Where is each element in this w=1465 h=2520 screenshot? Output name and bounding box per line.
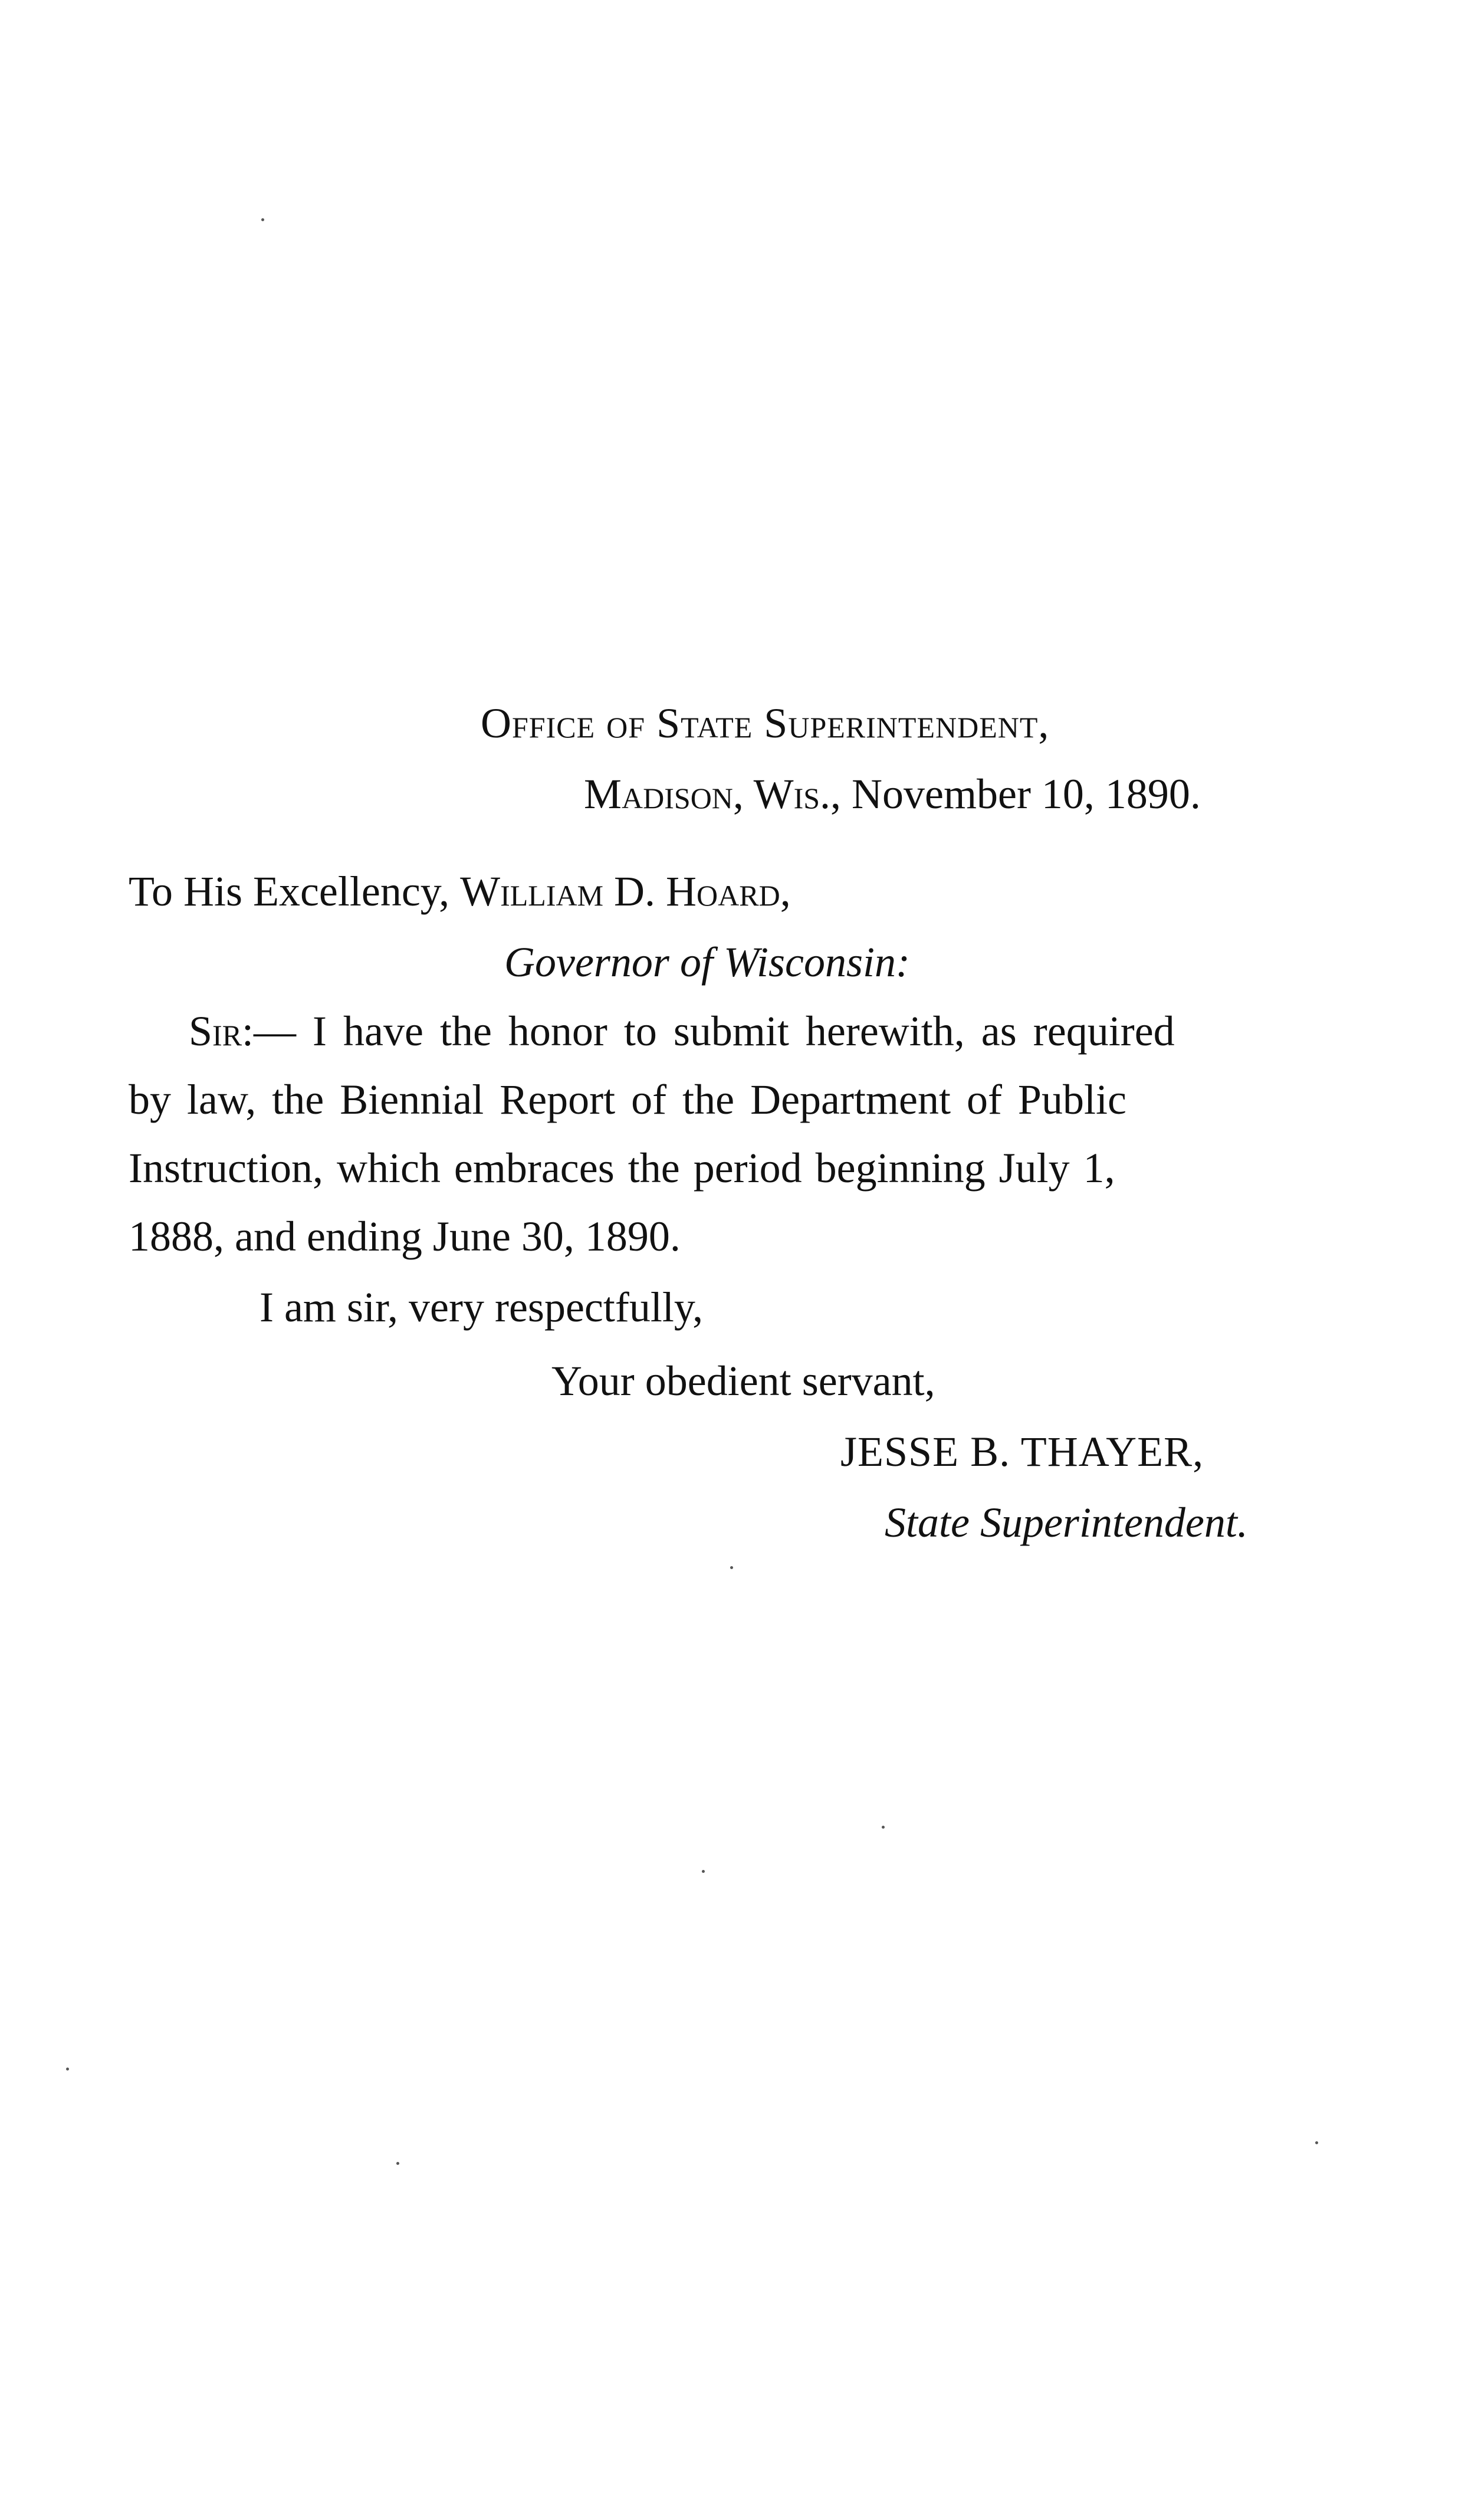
scan-speck (66, 2068, 69, 2071)
signature-name: JESSE B. THAYER, (840, 1428, 1204, 1475)
salutation: Sir: (189, 1008, 254, 1055)
scan-speck (261, 218, 264, 221)
scan-speck (1315, 2141, 1318, 2144)
addressee-prefix: To His Excellency, (129, 868, 461, 915)
place-date-line (584, 770, 1201, 818)
closing-respectfully: I am sir, very respectfully, (260, 1284, 704, 1331)
signature-title: State Superintendent. (885, 1499, 1248, 1546)
addressee-line (129, 870, 791, 913)
scan-speck (730, 1566, 733, 1569)
scan-speck (882, 1826, 885, 1829)
body-line-4: 1888, and ending June 30, 1890. (129, 1213, 681, 1260)
scan-speck (702, 1870, 705, 1873)
body-line-2: by law, the Biennial Report of the Department of Public (129, 1076, 1126, 1123)
body-text-1: — I have the honor to submit herewith, as required (254, 1008, 1175, 1055)
place-name: Madison, Wis., (584, 770, 842, 818)
body-line-1 (189, 1008, 1175, 1055)
date-text: November 10, 1890. (841, 770, 1201, 818)
scan-speck (396, 2162, 399, 2165)
body-line-3: Instruction, which embraces the period beginning July 1, (129, 1144, 1115, 1192)
addressee-title: Governor of Wisconsin: (504, 939, 910, 986)
addressee-name: William D. Hoard, (460, 868, 791, 915)
closing-servant: Your obedient servant, (551, 1357, 935, 1405)
office-heading: Office of State Superintendent, (481, 700, 1050, 747)
